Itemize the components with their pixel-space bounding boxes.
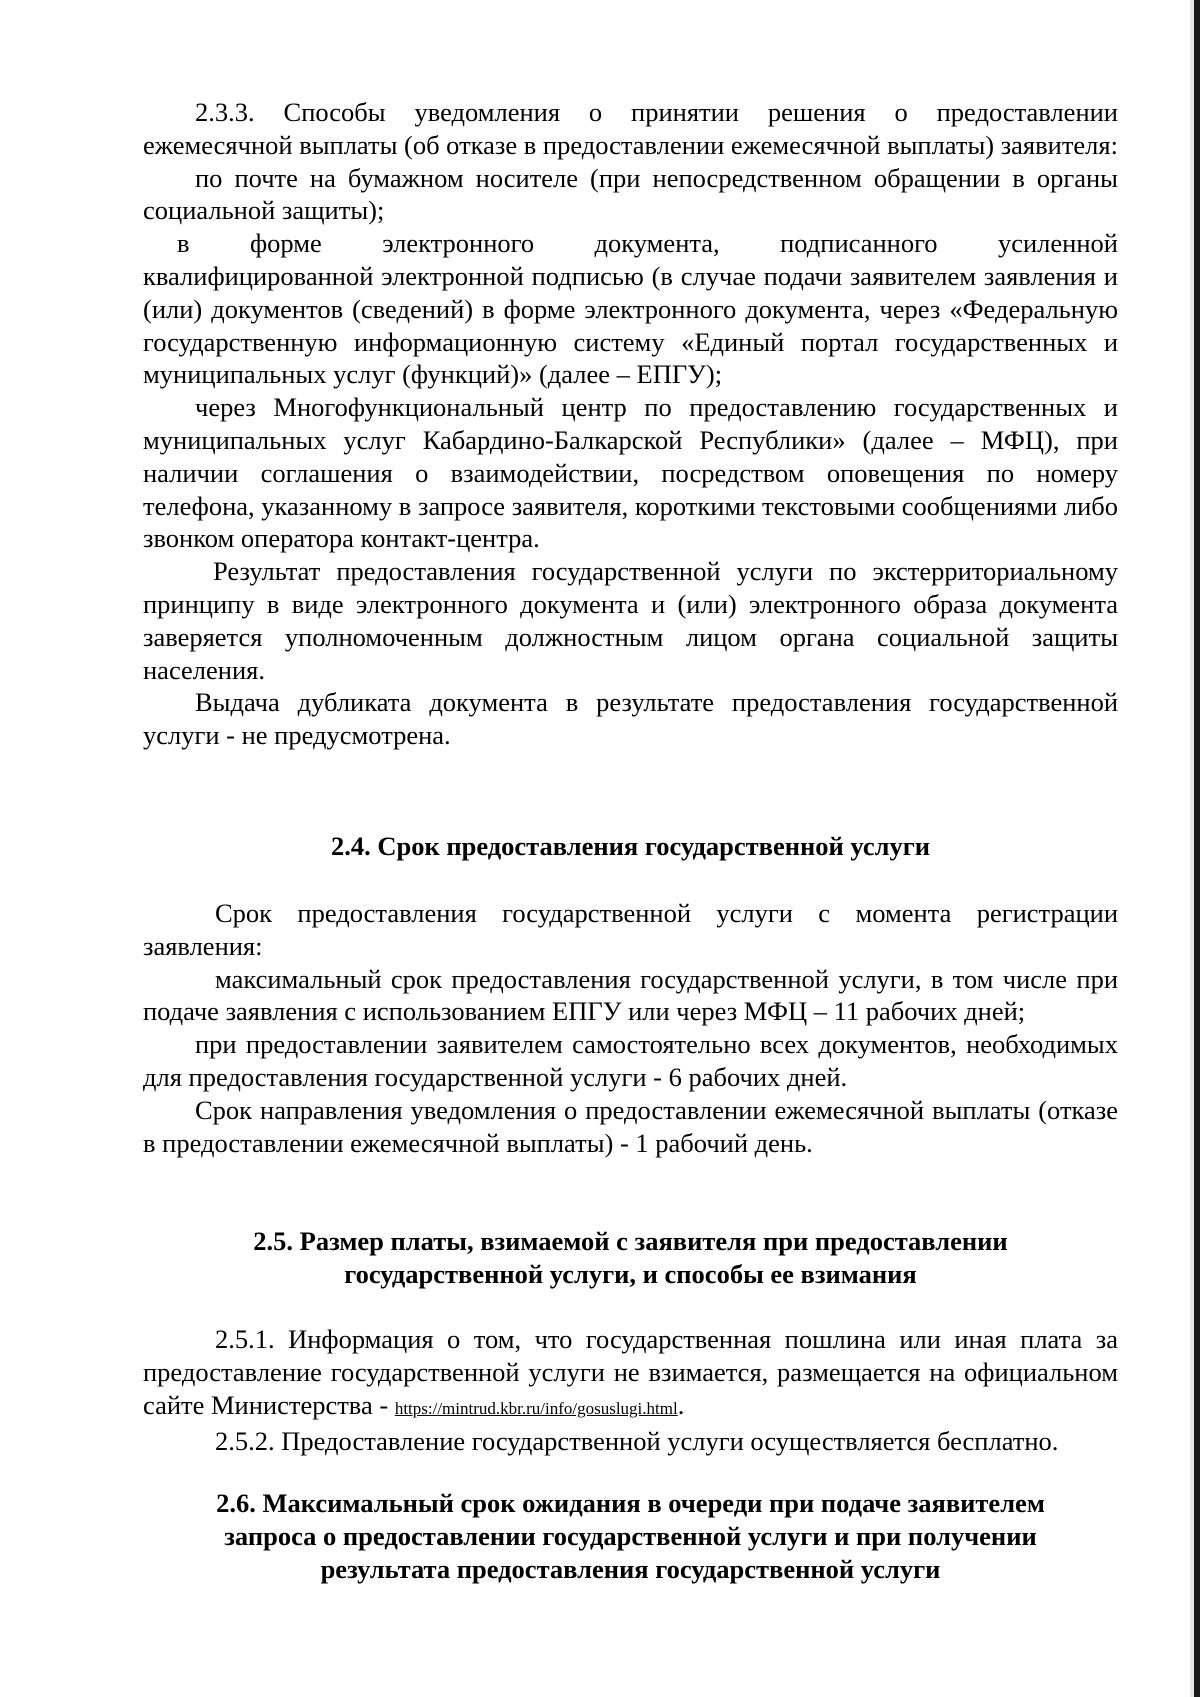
- paragraph-electronic: [143, 227, 1118, 391]
- paragraph-notification-methods: 2.3.3. Способы уведомления о принятии решения о предоставлении ежемесячной выплаты (об отказе в предоставлении ежемесячной выплаты) заявителя:: [143, 97, 1118, 160]
- heading-2-6-line-3: результата предоставления государственной услуги: [320, 1553, 941, 1584]
- paragraph-via-mfc: через Многофункциональный центр по предоставлению государственных и муниципальных услуг Кабардино-Балкарской Республики» (далее – МФЦ), при наличии соглашения о взаимодействии, посредством оповещения по номеру телефона, указанному в запросе заявителя, короткими текстовыми сообщениями либо звонком оператора контакт-центра.: [143, 392, 1118, 554]
- ministry-website-link[interactable]: https://mintrud.kbr.ru/info/gosuslugi.html: [394, 1398, 678, 1418]
- paragraph-result: Результат предоставления государственной услуги по экстерриториальному принципу в виде электронного документа и (или) электронного образа документа заверяется уполномоченным должностным лицом органа социальной защиты населения.: [143, 556, 1118, 685]
- heading-2-5-line-2: государственной услуги, и способы ее взимания: [344, 1258, 917, 1289]
- paragraph-max-term: максимальный срок предоставления государственной услуги, в том числе при подаче заявления с использованием ЕПГУ или через МФЦ – 11 рабочих дней;: [143, 963, 1118, 1027]
- section-2-3-3: [143, 96, 1118, 752]
- section-2-5-body: [143, 1323, 1118, 1458]
- section-2-5-heading-wrap: [143, 1225, 1118, 1291]
- electronic-continuation: квалифицированной электронной подписью (в случае подачи заявителем заявления и (или) документов (сведений) в форме электронного документа, через «Федеральную государственную информационную систему «Единый портал государственных и муниципальных услуг (функций)» (далее – ЕПГУ);: [143, 260, 1118, 390]
- scan-edge: [1194, 0, 1200, 1697]
- paragraph-2-5-1-text: 2.5.1. Информация о том, что государственная пошлина или иная плата за предоставление государственной услуги не взимается, размещается на официальном сайте Министерства -: [143, 1324, 1118, 1420]
- paragraph-2-5-2: 2.5.2. Предоставление государственной услуги осуществляется бесплатно.: [215, 1426, 1059, 1457]
- heading-2-6-line-2: запроса о предоставлении государственной услуги и при получении: [224, 1520, 1037, 1551]
- paragraph-term-intro: Срок предоставления государственной услуги с момента регистрации заявления:: [143, 898, 1118, 961]
- section-2-4-body: [143, 897, 1118, 1159]
- paragraph-2-5-1: [143, 1323, 1118, 1425]
- paragraph-by-mail: по почте на бумажном носителе (при непосредственном обращении в органы социальной защиты);: [143, 162, 1118, 226]
- paragraph-self-documents: при предоставлении заявителем самостоятельно всех документов, необходимых для предоставления государственной услуги - 6 рабочих дней.: [143, 1029, 1118, 1092]
- section-2-6-heading-wrap: [143, 1487, 1118, 1585]
- word: электронного: [382, 228, 535, 259]
- section-2-4-heading-wrap: [143, 830, 1118, 863]
- paragraph-2-5-1-end: .: [677, 1389, 685, 1420]
- heading-2-5-line-1: 2.5. Размер платы, взимаемой с заявителя при предоставлении: [253, 1226, 1008, 1256]
- word: подписанного: [780, 228, 938, 259]
- paragraph-duplicate: Выдача дубликата документа в результате предоставления государственной услуги - не предусмотрена.: [143, 687, 1118, 751]
- heading-2-6-line-1: 2.6. Максимальный срок ожидания в очереди при подаче заявителем: [216, 1488, 1045, 1518]
- word: форме: [249, 228, 322, 259]
- word: усиленной: [997, 228, 1118, 259]
- word: документа,: [594, 228, 720, 259]
- electronic-first-line: [143, 227, 1118, 260]
- heading-2-4: 2.4. Срок предоставления государственной услуги: [330, 831, 931, 861]
- word: в: [177, 228, 190, 259]
- paragraph-notice-term: Срок направления уведомления о предоставлении ежемесячной выплаты (отказе в предоставлении ежемесячной выплаты) - 1 рабочий день.: [143, 1094, 1118, 1158]
